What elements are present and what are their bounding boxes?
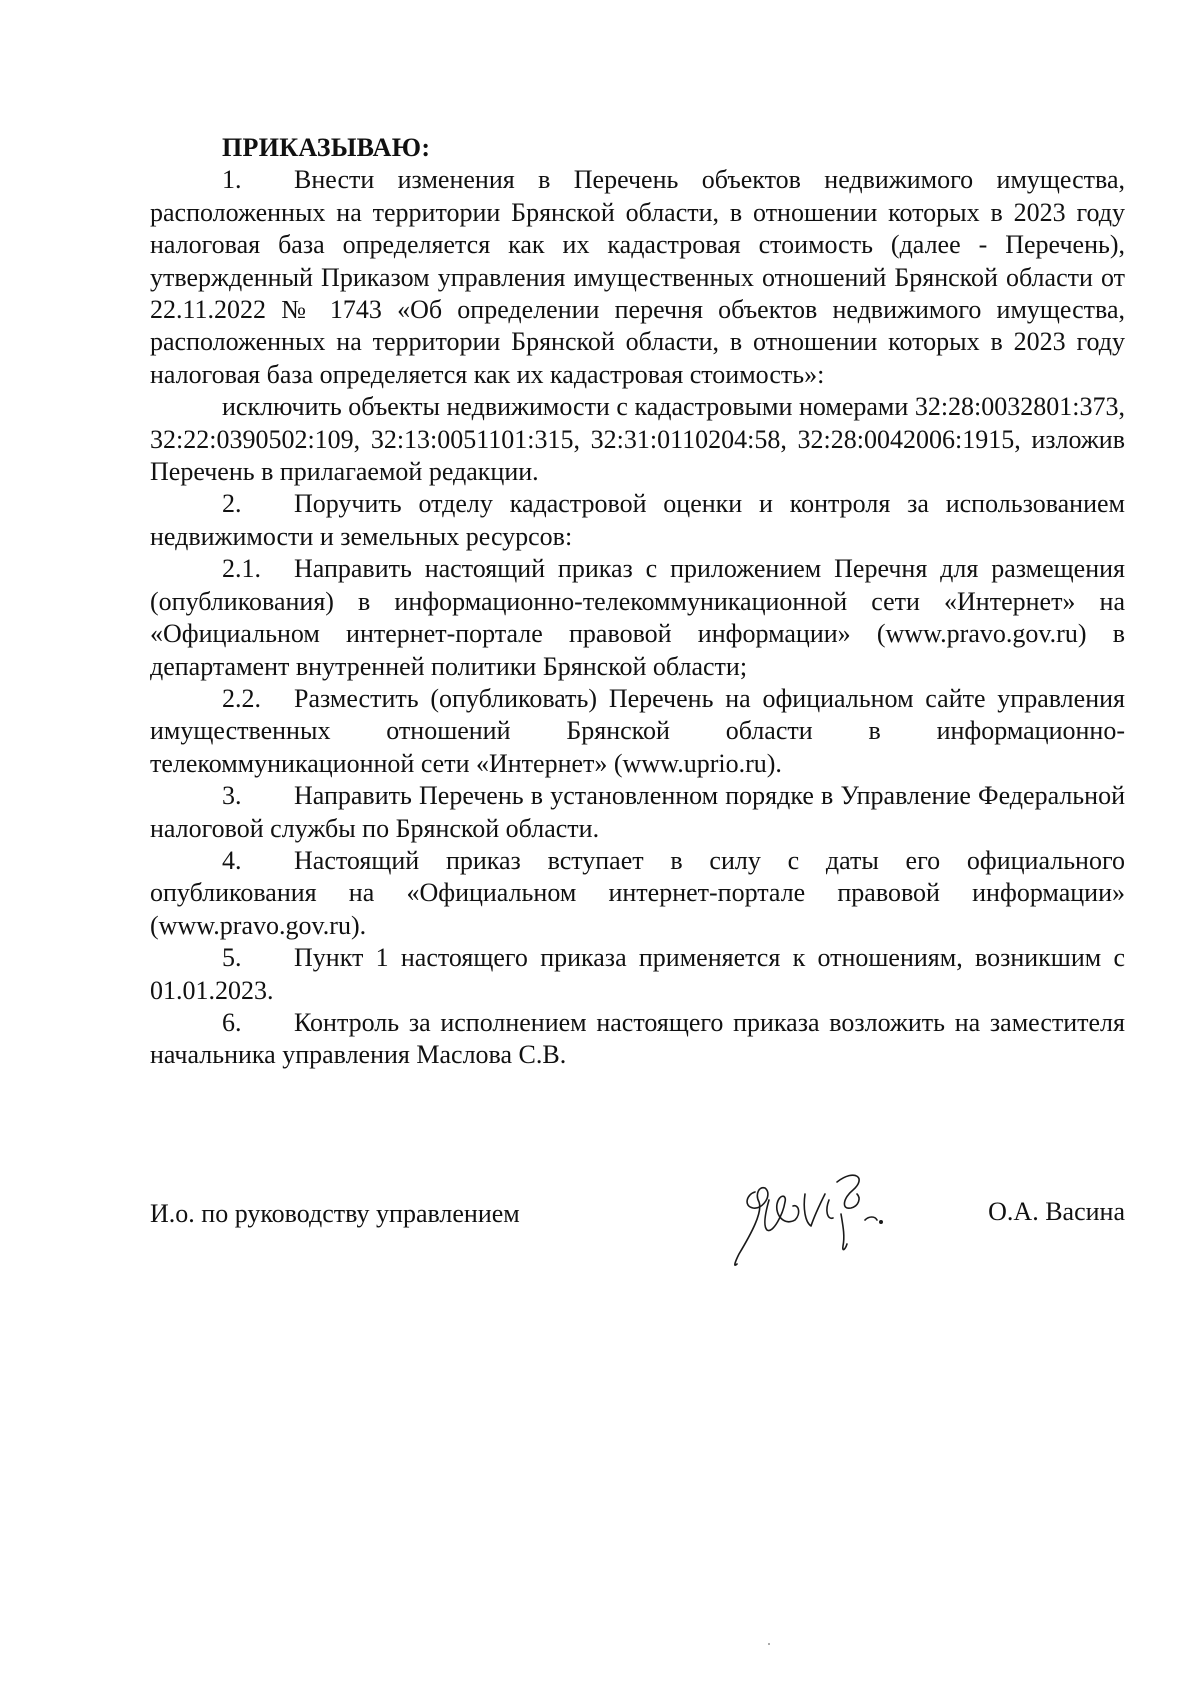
order-item-5 xyxy=(150,942,1125,1007)
item-number: 5. xyxy=(222,943,242,973)
item-number: 1. xyxy=(222,165,242,195)
item-text: Пункт 1 настоящего приказа применяется к отношениям, возникшим с 01.01.2023. xyxy=(150,943,1125,1005)
signature-block xyxy=(150,1188,1125,1268)
item-text: исключить объекты недвижимости с кадастровыми номерами 32:28:0032801:373, 32:22:0390502:109, 32:13:0051101:315, 32:31:0110204:58, 32:28:0042006:1915, изложив Перечень в прилагаемой редакции. xyxy=(150,392,1125,487)
handwritten-signature-icon xyxy=(725,1164,915,1274)
order-item-3 xyxy=(150,780,1125,845)
item-number: 6. xyxy=(222,1007,242,1037)
item-text: Направить настоящий приказ с приложением Перечня для размещения (опубликования) в информационно-телекоммуникационной сети «Интернет» на «Официальном интернет-портале правовой информации» (www.pravo.gov.ru) в департамент внутренней политики Брянской области; xyxy=(150,554,1125,681)
order-item-2-2 xyxy=(150,683,1125,780)
item-number: 3. xyxy=(222,781,242,811)
item-text: Контроль за исполнением настоящего приказа возложить на заместителя начальника управления Маслова С.В. xyxy=(150,1007,1125,1070)
item-number: 2.1. xyxy=(222,554,261,584)
item-number: 2. xyxy=(222,489,242,519)
item-text: Разместить (опубликовать) Перечень на официальном сайте управления имущественных отношений Брянской области в информационно-телекоммуникационной сети «Интернет» (www.uprio.ru). xyxy=(150,683,1125,778)
item-number: 4. xyxy=(222,845,242,875)
item-text: Настоящий приказ вступает в силу с даты его официального опубликования на «Официальном интернет-портале правовой информации» (www.pravo.gov.ru). xyxy=(150,845,1125,940)
signatory-name: О.А. Васина xyxy=(988,1197,1125,1226)
item-text: Внести изменения в Перечень объектов недвижимого имущества, расположенных на территории Брянской области, в отношении которых в 2023 году налоговая база определяется как их кадастровая стоимость (далее - Перечень), утвержденный Приказом управления имущественных отношений Брянской области от 22.11.2022 № 1743 «Об определении перечня объектов недвижимого имущества, расположенных на территории Брянской области, в отношении которых в 2023 году налоговая база определяется как их кадастровая стоимость»: xyxy=(150,165,1125,389)
order-item-6 xyxy=(150,1007,1125,1072)
signatory-title: И.о. по руководству управлением xyxy=(150,1199,520,1228)
order-item-2 xyxy=(150,488,1125,553)
order-item-1 xyxy=(150,164,1125,391)
item-text: Направить Перечень в установленном порядке в Управление Федеральной налоговой службы по Брянской области. xyxy=(150,781,1125,843)
document-body xyxy=(150,132,1125,1072)
order-item-2-1 xyxy=(150,553,1125,683)
order-item-1-exclusion xyxy=(150,391,1125,488)
item-number: 2.2. xyxy=(222,683,261,713)
order-heading: ПРИКАЗЫВАЮ: xyxy=(222,133,431,162)
item-text: Поручить отделу кадастровой оценки и контроля за использованием недвижимости и земельных ресурсов: xyxy=(150,489,1125,551)
order-item-4 xyxy=(150,845,1125,942)
scan-speck xyxy=(768,1643,770,1645)
